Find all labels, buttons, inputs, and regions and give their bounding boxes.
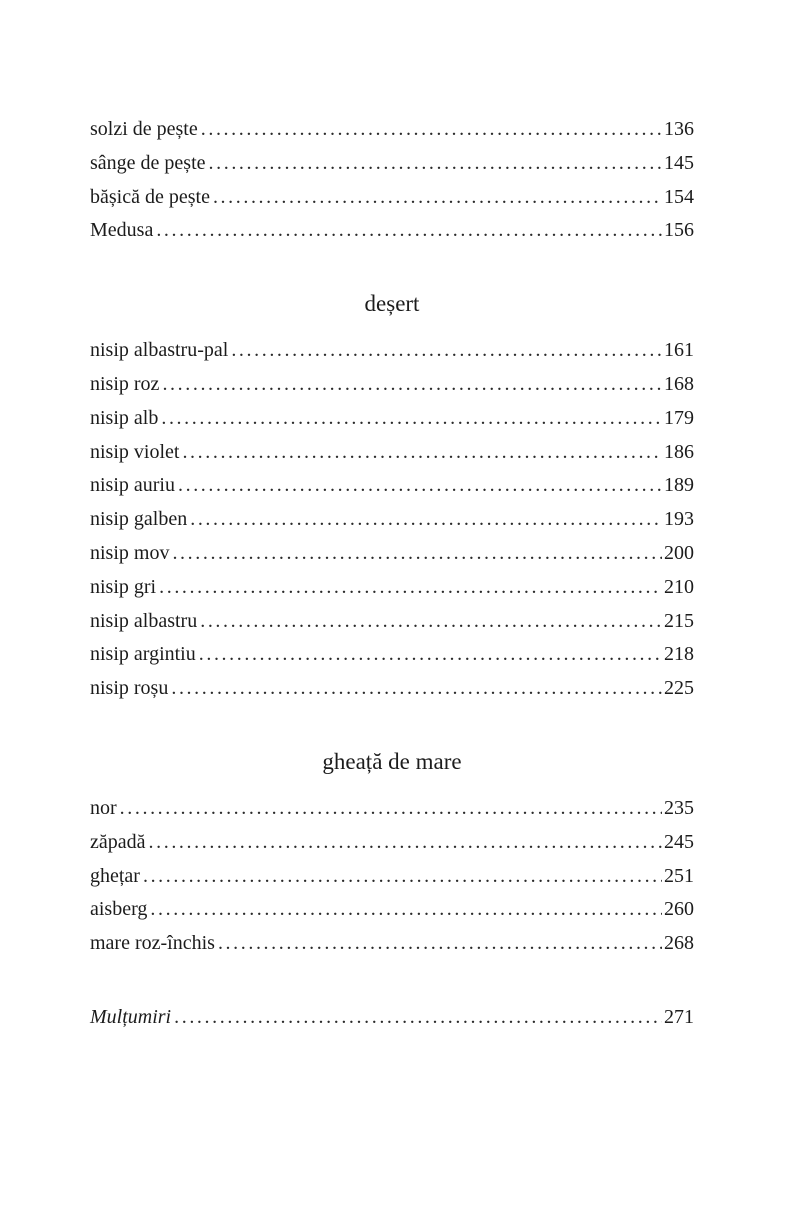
toc-entry-title: nisip gri [90,575,157,598]
toc-entry-title: Medusa [90,219,154,242]
toc-entry-page: 189 [664,474,694,497]
toc-entry[interactable] [90,334,694,368]
toc-entry-title: nisip galben [90,508,188,531]
toc-entry-page: 268 [664,932,694,955]
toc-entry-page: 215 [664,609,694,632]
section-heading-sea-ice: gheață de mare [322,748,462,774]
toc-entry-page: 251 [664,864,694,887]
spacer [90,322,694,334]
toc-entry[interactable] [90,469,694,503]
toc-entry[interactable] [90,792,694,826]
toc-entry-page: 225 [664,677,694,700]
dot-leader [199,638,662,672]
table-of-contents [90,113,694,1035]
toc-entry-title: nisip mov [90,541,170,564]
dot-leader [159,571,662,605]
toc-entry[interactable] [90,214,694,248]
toc-entry-page: 161 [664,339,694,362]
toc-entry-page: 245 [664,830,694,853]
dot-leader [174,1001,662,1035]
dot-leader [156,214,662,248]
toc-entry-page: 136 [664,118,694,140]
toc-entry-title: solzi de pește [90,118,198,140]
toc-entry-title: sânge de pește [90,151,206,174]
toc-entry-page: 193 [664,508,694,531]
toc-entry[interactable] [90,927,694,961]
section-heading-desert: deșert [364,291,420,317]
toc-entry-page: 200 [664,541,694,564]
dot-leader [149,826,662,860]
spacer [90,780,694,792]
toc-entry-title: bășică de pește [90,185,210,208]
toc-entry[interactable] [90,113,694,147]
dot-leader [209,147,662,181]
spacer [90,248,694,286]
toc-entry-page: 154 [664,185,694,208]
toc-entry-page: 235 [664,796,694,819]
toc-entry-title: Mulțumiri [90,1005,172,1028]
dot-leader [150,893,662,927]
toc-entry[interactable] [90,181,694,215]
toc-entry[interactable] [90,826,694,860]
toc-entry[interactable] [90,672,694,706]
dot-leader [231,334,662,368]
spacer [90,706,694,744]
toc-entry-title: aisberg [90,898,148,921]
dot-leader [172,537,662,571]
toc-entry-page: 156 [664,219,694,242]
toc-entry-acknowledgements[interactable] [90,1001,694,1035]
dot-leader [213,181,662,215]
dot-leader [171,672,662,706]
toc-entry[interactable] [90,537,694,571]
dot-leader [161,402,662,436]
dot-leader [200,605,662,639]
toc-entry-title: nisip alb [90,406,159,429]
dot-leader [218,927,662,961]
toc-entry-page: 168 [664,372,694,395]
toc-entry-title: nisip albastru [90,609,198,632]
toc-entry-page: 218 [664,643,694,666]
toc-entry-page: 145 [664,151,694,174]
dot-leader [143,860,662,894]
toc-entry[interactable] [90,402,694,436]
dot-leader [201,113,662,147]
toc-entry-page: 271 [664,1005,694,1028]
toc-entry-title: nisip roz [90,372,160,395]
toc-entry-title: nisip violet [90,440,180,463]
dot-leader [190,503,662,537]
toc-entry[interactable] [90,893,694,927]
dot-leader [162,368,662,402]
toc-entry[interactable] [90,860,694,894]
toc-entry[interactable] [90,503,694,537]
dot-leader [120,792,662,826]
dot-leader [182,436,662,470]
toc-entry-title: nisip auriu [90,474,175,497]
dot-leader [178,469,662,503]
toc-entry[interactable] [90,571,694,605]
toc-entry-page: 179 [664,406,694,429]
toc-entry[interactable] [90,368,694,402]
toc-entry-title: nisip argintiu [90,643,196,666]
toc-entry[interactable] [90,147,694,181]
toc-entry-page: 186 [664,440,694,463]
toc-entry-page: 210 [664,575,694,598]
toc-entry-title: zăpadă [90,830,146,853]
toc-entry[interactable] [90,605,694,639]
toc-entry-title: nisip albastru-pal [90,339,229,362]
toc-entry[interactable] [90,436,694,470]
toc-entry-page: 260 [664,898,694,921]
toc-entry-title: nor [90,796,117,819]
toc-entry[interactable] [90,638,694,672]
toc-entry-title: ghețar [90,864,140,887]
toc-entry-title: mare roz-închis [90,932,215,955]
spacer [90,961,694,1001]
toc-entry-title: nisip roșu [90,677,169,700]
